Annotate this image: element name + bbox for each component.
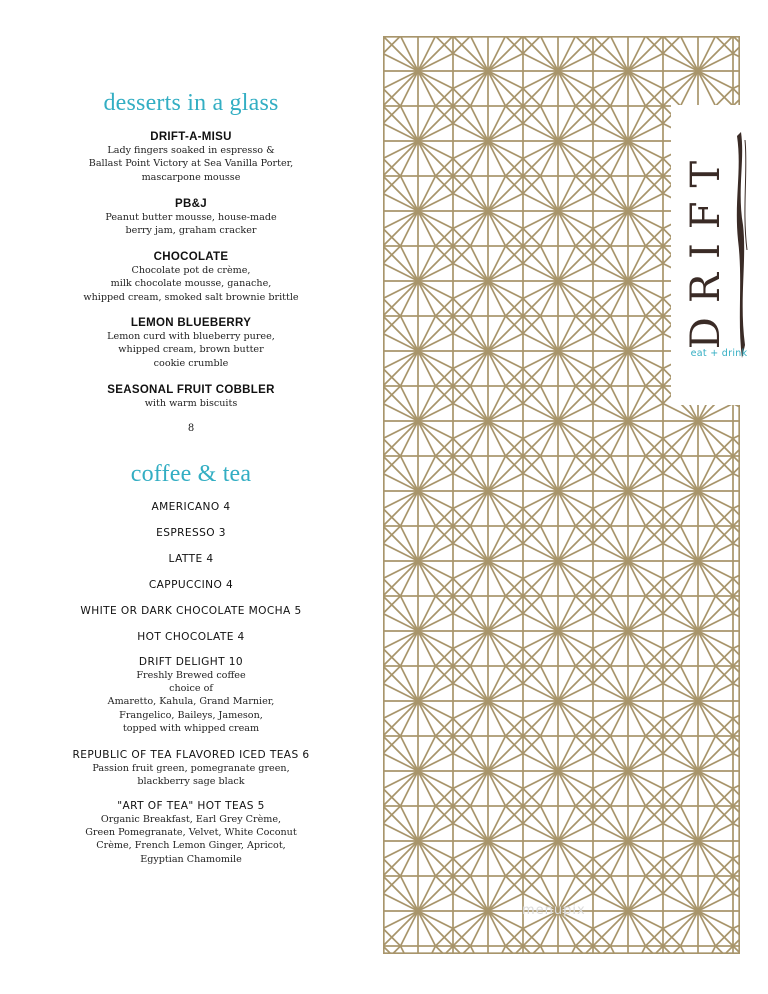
- drink-name: ESPRESSO 3: [156, 527, 226, 539]
- drink-item: [0, 656, 382, 735]
- drink-name: HOT CHOCOLATE 4: [137, 631, 245, 643]
- item-description: Peanut butter mousse, house-made berry jam, graham cracker: [105, 212, 277, 237]
- drink-item: [0, 800, 382, 866]
- coffee-title: coffee & tea: [130, 461, 252, 487]
- drink-name: CAPPUCCINO 4: [148, 579, 234, 591]
- tagline: eat + drink: [690, 348, 748, 359]
- item-name: SEASONAL FRUIT COBBLER: [107, 384, 275, 396]
- drink-name: REPUBLIC OF TEA FLAVORED ICED TEAS 6: [72, 749, 310, 761]
- item-description: Lady fingers soaked in espresso & Ballast Point Victory at Sea Vanilla Porter, mascarpone mousse: [88, 145, 294, 183]
- drink-description: Freshly Brewed coffee choice of Amaretto, Kahula, Grand Marnier, Frangelico, Baileys, Jameson, topped with whipped cream: [107, 670, 275, 734]
- item-name: PB&J: [175, 198, 207, 210]
- drink-description: Passion fruit green, pomegranate green, blackberry sage black: [92, 763, 290, 788]
- drink-item: [0, 579, 382, 592]
- menu-item: [0, 250, 382, 304]
- item-description: Lemon curd with blueberry puree, whipped cream, brown butter cookie crumble: [107, 331, 275, 369]
- menu-item: [0, 197, 382, 238]
- drink-item: [0, 749, 382, 788]
- menu-item: [0, 130, 382, 184]
- item-name: LEMON BLUEBERRY: [130, 317, 252, 329]
- drink-name: LATTE 4: [168, 553, 214, 565]
- desserts-title: desserts in a glass: [103, 90, 279, 116]
- drink-name: "ART OF TEA" HOT TEAS 5: [117, 800, 265, 812]
- item-name: CHOCOLATE: [153, 251, 229, 263]
- drink-item: [0, 605, 382, 618]
- watermark: menupix: [522, 903, 586, 918]
- drink-name: WHITE OR DARK CHOCOLATE MOCHA 5: [80, 605, 302, 617]
- drink-item: [0, 527, 382, 540]
- menu-column: [0, 0, 382, 994]
- drink-item: [0, 501, 382, 514]
- drink-item: [0, 631, 382, 644]
- item-description: with warm biscuits: [144, 398, 238, 409]
- desserts-price: 8: [187, 423, 195, 434]
- drink-name: DRIFT DELIGHT 10: [138, 656, 244, 668]
- menu-item: [0, 383, 382, 410]
- brush-stroke-icon: [733, 130, 753, 360]
- menu-item: [0, 316, 382, 370]
- logo: [683, 146, 729, 350]
- item-name: DRIFT-A-MISU: [150, 131, 232, 143]
- logo-text: DRIFT: [683, 146, 729, 350]
- drink-name: AMERICANO 4: [151, 501, 231, 513]
- drink-description: Organic Breakfast, Earl Grey Crème, Green Pomegranate, Velvet, White Coconut Crème, French Lemon Ginger, Apricot, Egyptian Chamomile: [85, 814, 297, 865]
- item-description: Chocolate pot de crème, milk chocolate mousse, ganache, whipped cream, smoked salt brownie brittle: [83, 265, 299, 303]
- drink-item: [0, 553, 382, 566]
